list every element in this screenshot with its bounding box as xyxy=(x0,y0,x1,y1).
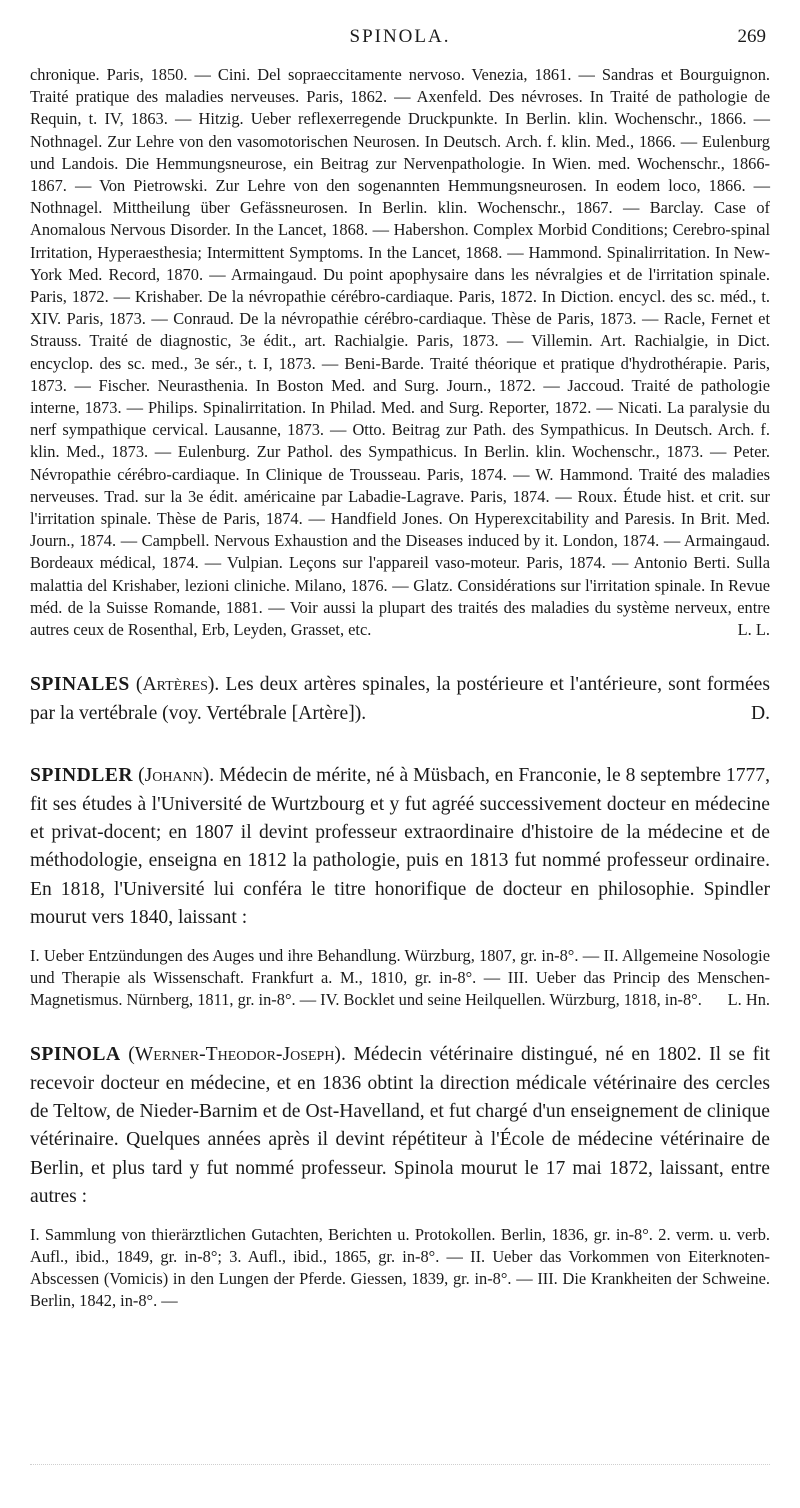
headword-spinola: SPINOLA xyxy=(30,1044,121,1066)
works-list-spindler: I. Ueber Entzündungen des Auges und ihre Behandlung. Würzburg, 1807, gr. in-8°. — II. Allgemeine Nosologie und Therapie als Wissenschaft. Frankfurt a. M., 1810, gr. in-8°. — III. Ueber das Princip des Menschen-Magnetismus. Nürnberg, 1811, gr. in-8°. — IV. Bocklet und seine Heilquellen. Würzburg, 1818, in-8°. xyxy=(30,945,770,1009)
works-list-spinola: I. Sammlung von thierärztlichen Gutachten, Berichten u. Protokollen. Berlin, 1836, gr. in-8°. 2. verm. u. verb. Aufl., ibid., 1849, gr. in-8°; 3. Aufl., ibid., 1865, gr. in-8°. — II. Ueber das Vorkommen von Eiterknoten-Abscessen (Vomicis) in den Lungen der Pferde. Giessen, 1839, gr. in-8°. — III. Die Krankheiten der Schweine. Berlin, 1842, in-8°. — xyxy=(30,1224,770,1311)
works-spindler xyxy=(30,945,770,1012)
bibliography-text: chronique. Paris, 1850. — Cini. Del sopraeccitamente nervoso. Venezia, 1861. — Sandras et Bourguignon. Traité pratique des maladies nerveuses. Paris, 1862. — Axenfeld. Des névroses. In Traité de pathologie de Requin, t. IV, 1863. — Hitzig. Ueber reflexerregende Druckpunkte. In Berlin. klin. Wochenschr., 1866. — Nothnagel. Zur Lehre von den vasomotorischen Neurosen. In Deutsch. Arch. f. klin. Med., 1866. — Eulenburg und Landois. Die Hemmungsneurose, ein Beitrag zur Nervenpathologie. In Wien. med. Wochenschr., 1866-1867. — Von Pietrowski. Zur Lehre von den sogenannten Hemmungsneurosen. In eodem loco, 1866. — Nothnagel. Mittheilung über Gefässneurosen. In Berlin. klin. Wochenschr., 1867. — Barclay. Case of Anomalous Nervous Disorder. In the Lancet, 1868. — Habershon. Complex Morbid Conditions; Cerebro-spinal Irritation, Hyperaesthesia; Intermittent Symptoms. In the Lancet, 1868. — Hammond. Spinalirritation. In New-York Med. Record, 1870. — Armaingaud. Du point apophysaire dans les névralgies et de l'irritation spinale. Paris, 1872. — Krishaber. De la névropathie cérébro-cardiaque. Paris, 1872. In Diction. encycl. des sc. méd., t. XIV. Paris, 1873. — Conraud. De la névropathie cérébro-cardiaque. Thèse de Paris, 1873. — Racle, Fernet et Strauss. Traité de diagnostic, 3e édit., art. Rachialgie. Paris, 1873. — Villemin. Art. Rachialgie, in Dict. encyclop. des sc. med., 3e sér., t. I, 1873. — Beni-Barde. Traité théorique et pratique d'hydrothérapie. Paris, 1873. — Fischer. Neurasthenia. In Boston Med. and Surg. Journ., 1872. — Jaccoud. Traité de pathologie interne, 1873. — Philips. Spinalirritation. In Philad. Med. and Surg. Reporter, 1872. — Nicati. La paralysie du nerf sympathique cervical. Lausanne, 1873. — Otto. Beitrag zur Path. des Sympathicus. In Deutsch. Arch. f. klin. Med., 1873. — Eulenburg. Zur Pathol. des Sympathicus. In Berlin. klin. Wochenschr., 1873. — Peter. Névropathie cérébro-cardiaque. In Clinique de Trousseau. Paris, 1874. — W. Hammond. Traité des maladies nerveuses. Trad. sur la 3e édit. américaine par Labadie-Lagrave. Paris, 1874. — Roux. Étude hist. et crit. sur l'irritation spinale. Thèse de Paris, 1874. — Handfield Jones. On Hyperexcitability and Paresis. In Brit. Med. Journ., 1874. — Campbell. Nervous Exhaustion and the Diseases induced by it. London, 1874. — Armaingaud. Bordeaux médical, 1874. — Vulpian. Leçons sur l'appareil vaso-moteur. Paris, 1874. — Antonio Berti. Sulla malattia del Krishaber, lezioni cliniche. Milano, 1876. — Glatz. Considérations sur l'irritation spinale. In Revue méd. de la Suisse Romande, 1881. — Voir aussi la plupart des traités des maladies du système nerveux, entre autres ceux de Rosenthal, Erb, Leyden, Grasset, etc. xyxy=(30,65,770,640)
running-title: SPINOLA. xyxy=(349,26,451,47)
bibliography-continued xyxy=(30,64,770,641)
entry-spinola xyxy=(30,1041,770,1211)
dictionary-page xyxy=(30,26,770,1312)
page-number: 269 xyxy=(737,26,766,47)
body-spinola: Médecin vétérinaire distingué, né en 1802. Il se fit recevoir docteur en médecine, et en 1836 obtint la direction médicale vétérinaire des cercles de Teltow, de Nieder-Barnim et de Ost-Havelland, et fut chargé d'un enseignement de clinique vétérinaire. Quelques années après il devint répétiteur à l'École de médecine vétérinaire de Berlin, et plus tard y fut nommé professeur. Spinola mourut le 17 mai 1872, laissant, entre autres : xyxy=(30,1044,770,1208)
works-spinola xyxy=(30,1224,770,1313)
qualifier-spinales: (Artères). xyxy=(135,674,220,696)
qualifier-spinola: (Werner-Theodor-Joseph). xyxy=(128,1044,346,1066)
headword-spindler: SPINDLER xyxy=(30,765,134,787)
body-spindler: Médecin de mérite, né à Müsbach, en Franconie, le 8 septembre 1777, fit ses études à l'Université de Wurtzbourg et y fut agréé successivement docteur en médecine et privat-docent; en 1807 il devint professeur extraordinaire d'histoire de la médecine et de méthodologie, enseigna en 1812 la pathologie, puis en 1813 fut nommé professeur ordinaire. En 1818, l'Université lui conféra le titre honorifique de docteur en philosophie. Spindler mourut vers 1840, laissant : xyxy=(30,765,770,929)
headword-spinales: SPINALES xyxy=(30,674,130,696)
bottom-scan-margin xyxy=(30,1464,770,1466)
qualifier-spindler: (Johann). xyxy=(138,765,215,787)
entry-spindler xyxy=(30,762,770,932)
running-head xyxy=(30,26,770,56)
signature-spindler: L. Hn. xyxy=(727,989,770,1009)
entry-spinales xyxy=(30,671,770,728)
signature-spinales: D. xyxy=(750,702,770,724)
body-spinales: Les deux artères spinales, la postérieure et l'antérieure, sont formées par la vertébrale (voy. Vertébrale [Artère]). xyxy=(30,674,771,724)
bibliography-signature: L. L. xyxy=(737,620,770,640)
